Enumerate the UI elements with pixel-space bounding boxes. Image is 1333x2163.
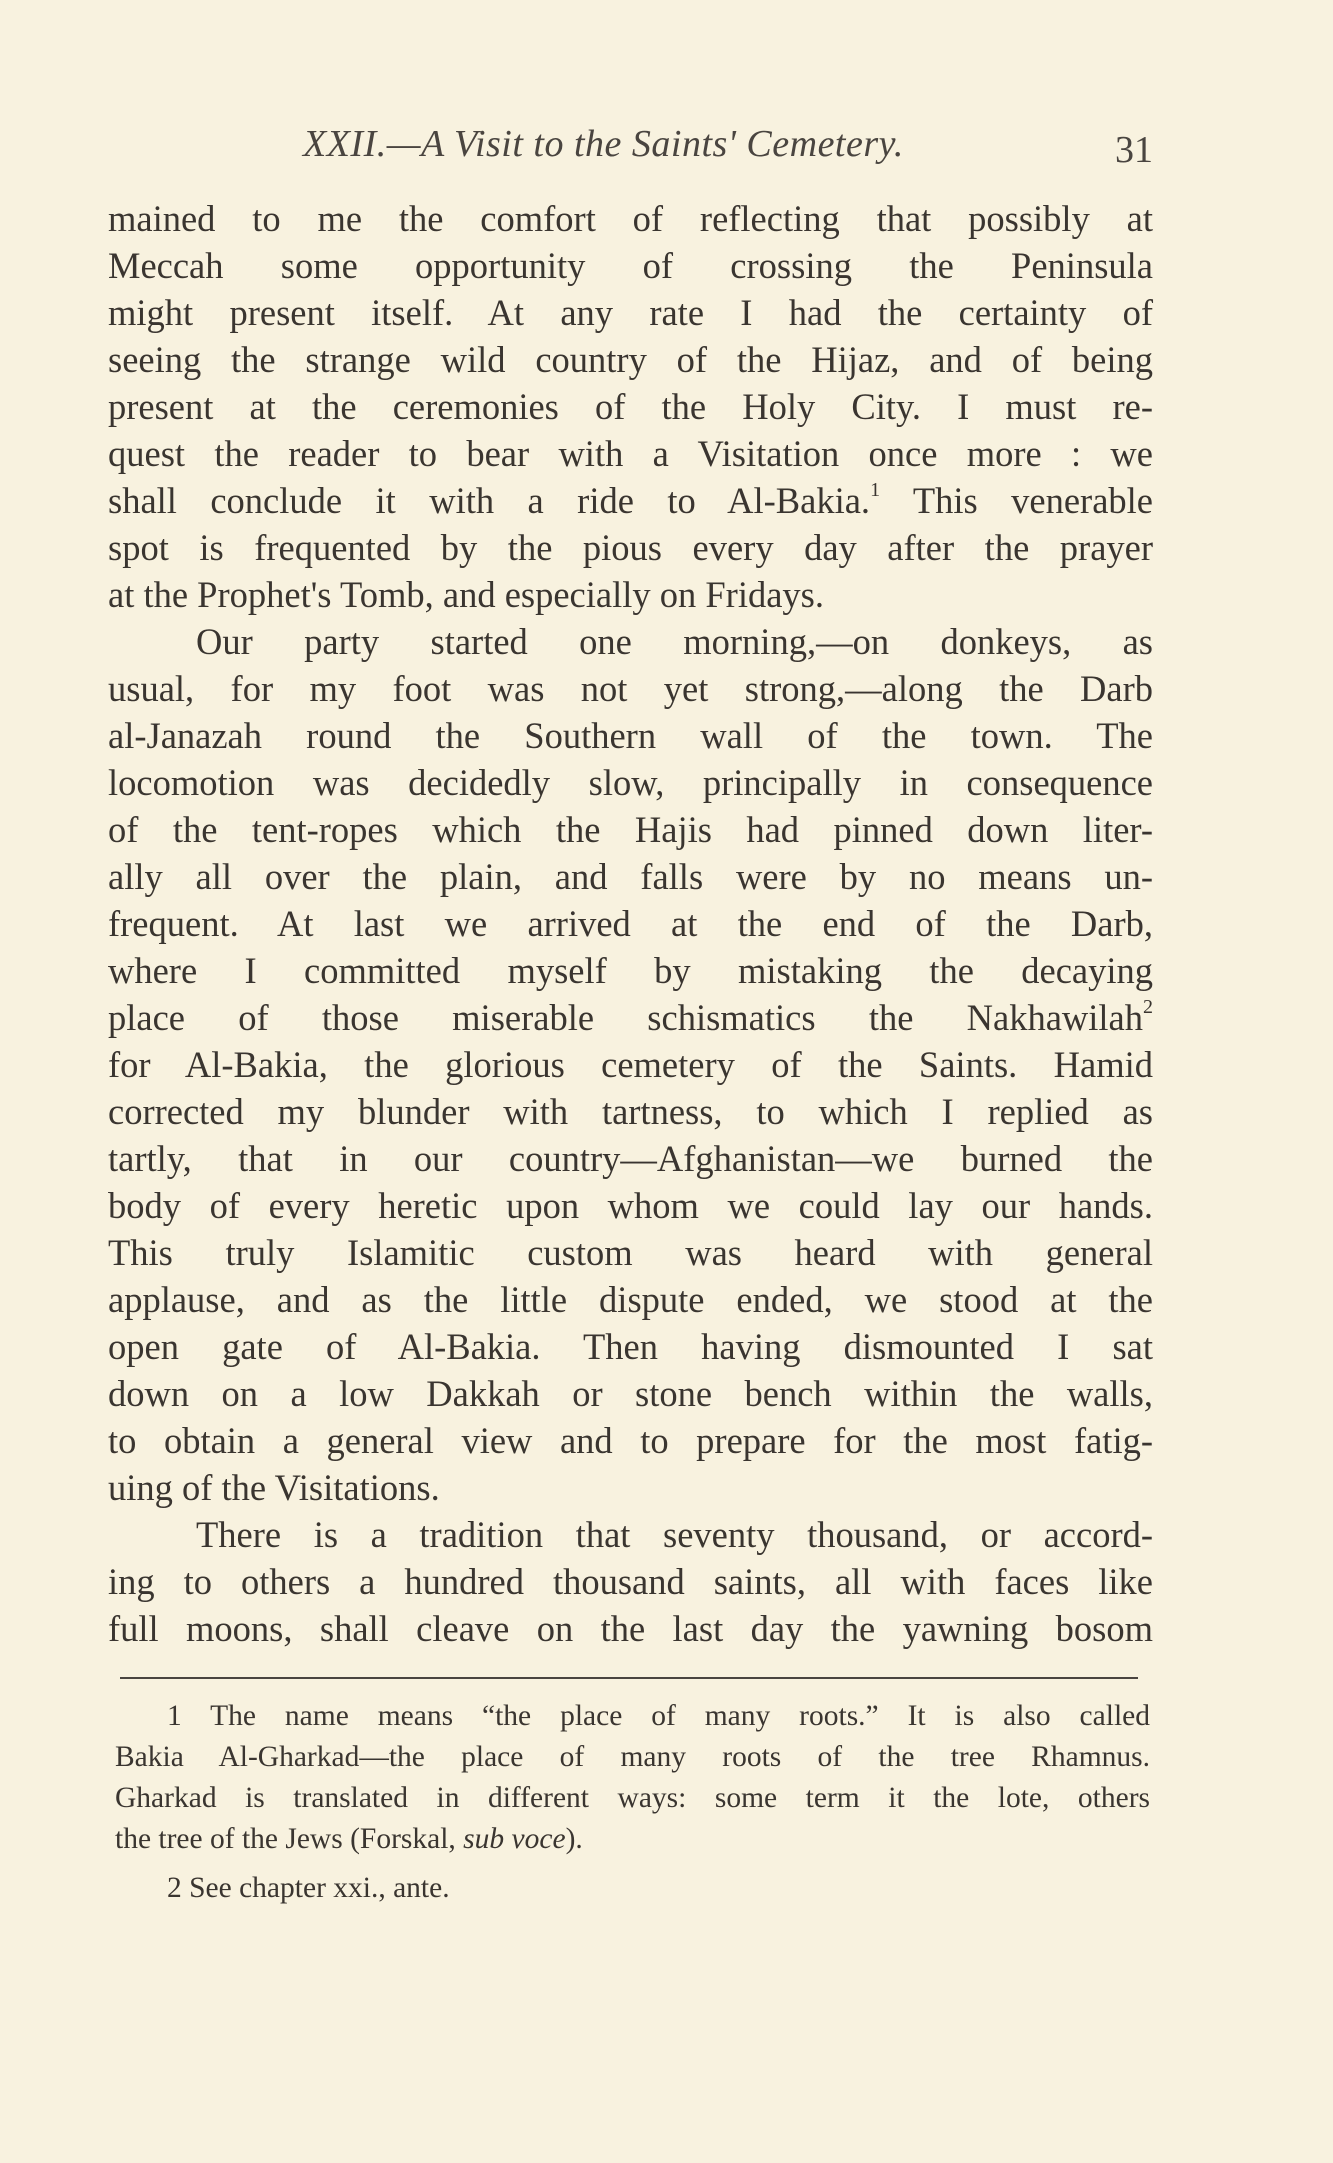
- footnote-1-text: the tree of the Jews (Forskal,: [115, 1823, 464, 1855]
- body-line: locomotion was decidedly slow, principally in consequence: [108, 762, 1153, 803]
- body-line: applause, and as the little dispute ended, we stood at the: [108, 1279, 1153, 1320]
- body-line-text: place of those miserable schismatics the Nakhawilah: [108, 997, 1143, 1038]
- footnote-2: 2 See chapter xxi., ante.: [167, 1872, 450, 1904]
- body-line-with-note: [108, 994, 1153, 1041]
- footnote-marker-1: 1: [870, 478, 881, 501]
- footnotes: [115, 1696, 1150, 1909]
- running-title: XXII.—A Visit to the Saints' Cemetery.: [303, 123, 904, 165]
- body-line: frequent. At last we arrived at the end of the Darb,: [108, 903, 1153, 944]
- body-line: where I committed myself by mistaking the decaying: [108, 950, 1153, 991]
- body-line: This truly Islamitic custom was heard with general: [108, 1232, 1153, 1273]
- body-line: present at the ceremonies of the Holy City. I must re-: [108, 386, 1153, 427]
- body-line: corrected my blunder with tartness, to which I replied as: [108, 1091, 1153, 1132]
- body-line: There is a tradition that seventy thousand, or accord-: [196, 1514, 1153, 1555]
- body-line: open gate of Al-Bakia. Then having dismounted I sat: [108, 1326, 1153, 1367]
- body-text: [108, 195, 1153, 1652]
- body-line: mained to me the comfort of reflecting that possibly at: [108, 198, 1153, 239]
- body-line: quest the reader to bear with a Visitation once more : we: [108, 433, 1153, 474]
- body-line: of the tent-ropes which the Hajis had pinned down liter-: [108, 809, 1153, 850]
- body-line: down on a low Dakkah or stone bench within the walls,: [108, 1373, 1153, 1414]
- footnote-1-line: Bakia Al-Gharkad—the place of many roots of the tree Rhamnus.: [115, 1741, 1150, 1773]
- body-line-text-suffix: This venerable: [880, 480, 1153, 521]
- body-line: Our party started one morning,—on donkeys, as: [196, 621, 1153, 662]
- footnote-1-line: Gharkad is translated in different ways: some term it the lote, others: [115, 1782, 1150, 1814]
- body-line: full moons, shall cleave on the last day the yawning bosom: [108, 1608, 1153, 1649]
- body-line: might present itself. At any rate I had the certainty of: [108, 292, 1153, 333]
- footnote-1-text-end: ).: [565, 1823, 583, 1855]
- body-line: spot is frequented by the pious every day after the prayer: [108, 527, 1153, 568]
- body-line: usual, for my foot was not yet strong,—along the Darb: [108, 668, 1153, 709]
- body-line: at the Prophet's Tomb, and especially on Fridays.: [108, 574, 824, 615]
- body-line: Meccah some opportunity of crossing the Peninsula: [108, 245, 1153, 286]
- footnote-1-italic: sub voce: [463, 1823, 566, 1855]
- body-line: ally all over the plain, and falls were by no means un-: [108, 856, 1153, 897]
- footnote-marker-2: 2: [1143, 995, 1153, 1018]
- body-line: uing of the Visitations.: [108, 1467, 440, 1508]
- body-line: for Al-Bakia, the glorious cemetery of the Saints. Hamid: [108, 1044, 1153, 1085]
- body-line: seeing the strange wild country of the Hijaz, and of being: [108, 339, 1153, 380]
- body-line: al-Janazah round the Southern wall of the town. The: [108, 715, 1153, 756]
- footnote-rule: [120, 1677, 1138, 1679]
- running-head: [108, 118, 1153, 178]
- body-line: body of every heretic upon whom we could lay our hands.: [108, 1185, 1153, 1226]
- body-line: to obtain a general view and to prepare for the most fatig-: [108, 1420, 1153, 1461]
- footnote-1-line: 1 The name means “the place of many roots.” It is also called: [167, 1700, 1150, 1732]
- page-number: 31: [1115, 129, 1153, 171]
- body-line-with-note: [108, 477, 1153, 524]
- body-line-text: shall conclude it with a ride to Al-Bakia.: [108, 480, 871, 521]
- body-line: ing to others a hundred thousand saints, all with faces like: [108, 1561, 1153, 1602]
- body-line: tartly, that in our country—Afghanistan—we burned the: [108, 1138, 1153, 1179]
- footnote-1-line: [115, 1819, 1150, 1860]
